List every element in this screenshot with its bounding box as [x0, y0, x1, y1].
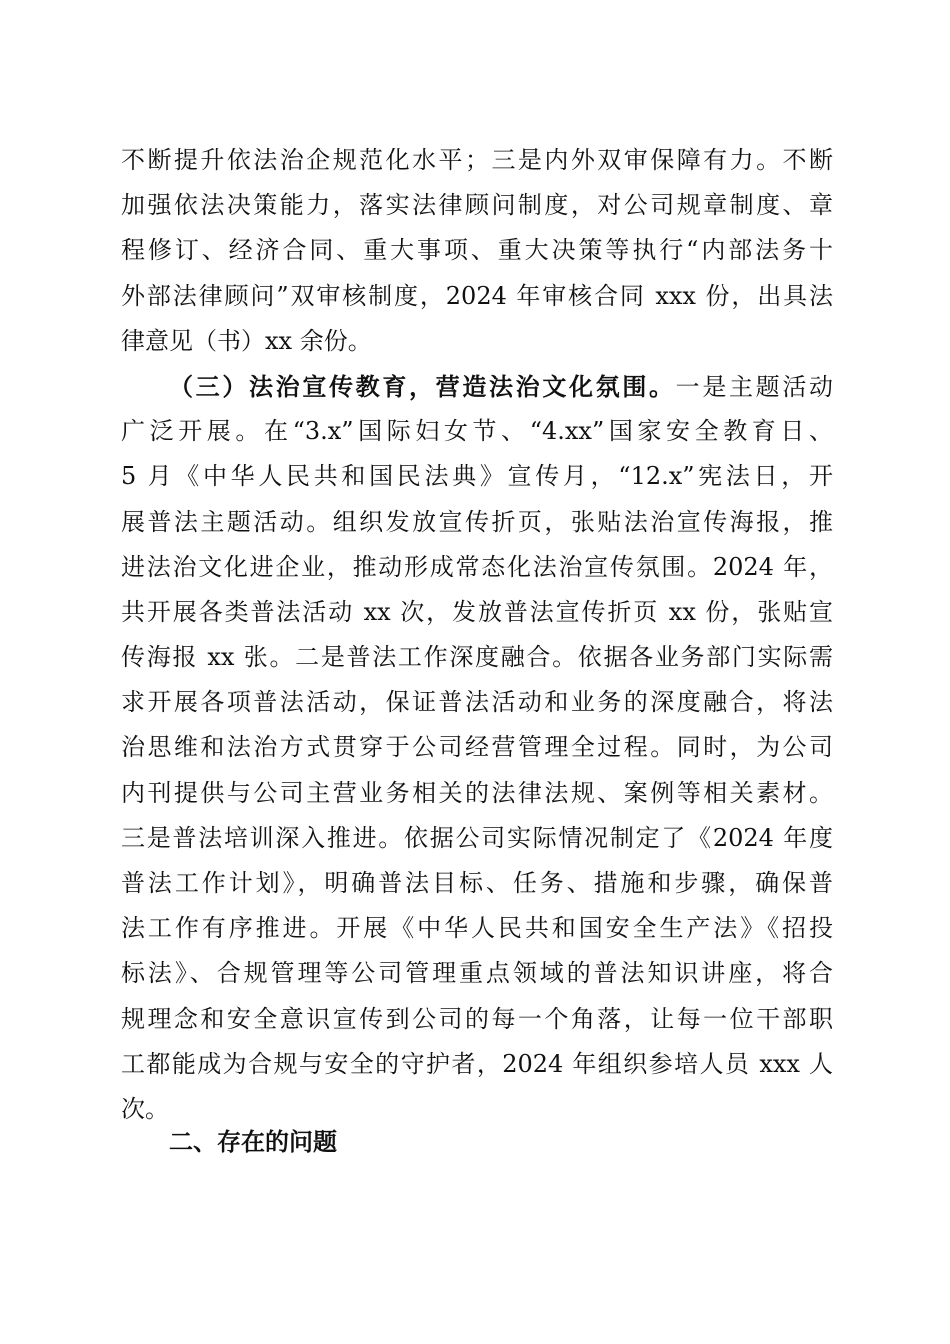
paragraph-line: 普法工作计划》，明确普法目标、任务、措施和步骤，确保普 [121, 869, 833, 897]
paragraph-line: 5 月《中华人民共和国民法典》宣传月，“12.x”宪法日，开 [121, 462, 833, 491]
body-text [121, 138, 833, 1132]
paragraph-line: 进法治文化进企业，推动形成常态化法治宣传氛围。2024 年， [121, 552, 833, 581]
paragraph-line: 内刊提供与公司主营业务相关的法律法规、案例等相关素材。 [121, 778, 833, 807]
paragraph-line: 外部法律顾问”双审核制度，2024 年审核合同 xxx 份，出具法 [121, 281, 833, 310]
paragraph-line-subsection [121, 364, 833, 409]
paragraph-line: 展普法主题活动。组织发放宣传折页，张贴法治宣传海报，推 [121, 507, 833, 536]
paragraph-line: 传海报 xx 张。二是普法工作深度融合。依据各业务部门实际需 [121, 643, 833, 672]
paragraph-line: 规理念和安全意识宣传到公司的每一个角落，让每一位干部职 [121, 1004, 833, 1033]
paragraph-line: 次。 [121, 1094, 169, 1123]
paragraph-line: 治思维和法治方式贯穿于公司经营管理全过程。同时，为公司 [121, 733, 833, 762]
paragraph-line: 三是普法培训深入推进。依据公司实际情况制定了《2024 年度 [121, 823, 833, 852]
paragraph-line: 法工作有序推进。开展《中华人民共和国安全生产法》《招投 [121, 914, 833, 943]
subsection-heading: （三）法治宣传教育，营造法治文化氛围。 [169, 371, 676, 401]
section-heading: 二、存在的问题 [169, 1128, 337, 1156]
paragraph-line: 工都能成为合规与安全的守护者，2024 年组织参培人员 xxx 人 [121, 1049, 833, 1078]
paragraph-line: 标法》、合规管理等公司管理重点领域的普法知识讲座，将合 [121, 959, 833, 988]
paragraph-line: 加强依法决策能力，落实法律顾问制度，对公司规章制度、章 [121, 191, 833, 220]
paragraph-line: 求开展各项普法活动，保证普法活动和业务的深度融合，将法 [121, 688, 833, 717]
paragraph-line: 共开展各类普法活动 xx 次，发放普法宣传折页 xx 份，张贴宣 [121, 597, 833, 626]
paragraph-line: 不断提升依法治企规范化水平；三是内外双审保障有力。不断 [121, 146, 833, 174]
paragraph-line: 广泛开展。在“3.x”国际妇女节、“4.xx”国家安全教育日、 [121, 417, 833, 446]
paragraph-line: 律意见（书）xx 余份。 [121, 326, 372, 355]
paragraph-line: 程修订、经济合同、重大事项、重大决策等执行“内部法务十 [121, 236, 833, 265]
subsection-lead-text: 一是主题活动 [675, 372, 833, 401]
